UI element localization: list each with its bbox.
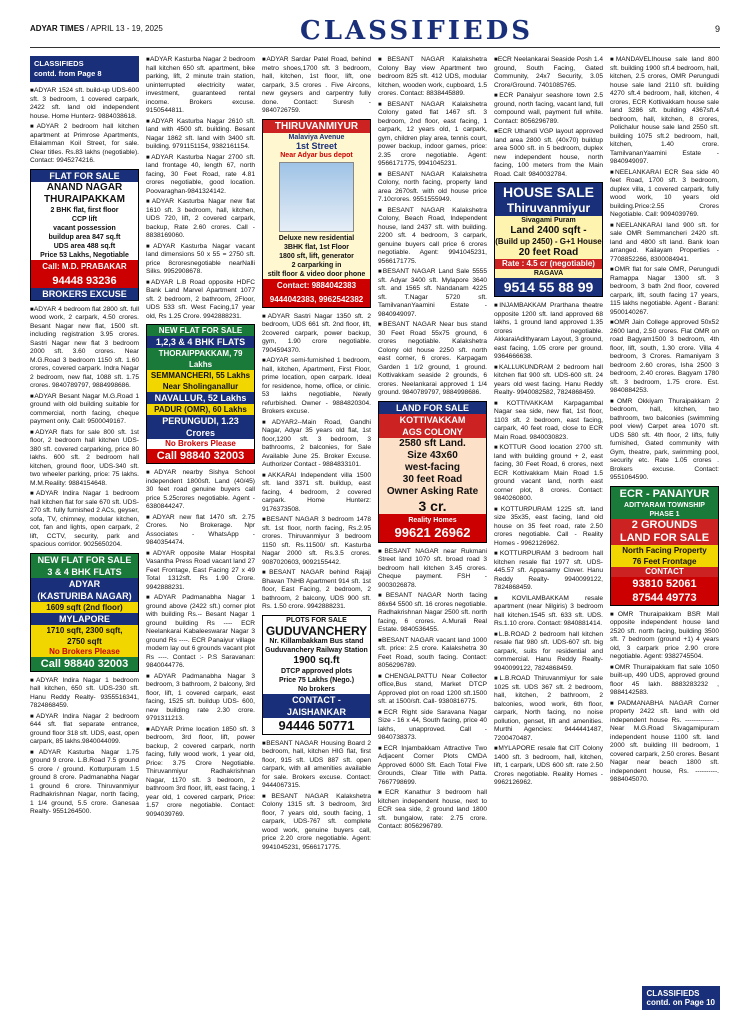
ad-anand-nagar — [30, 169, 139, 301]
listing: ■ NEELANKARAI land 900 sft. for sale OMR Semmancheri 2420 sft. land and 4800 sft land. Bank loan arranged. Kailayam Properties - 7708852266, 8300084941. — [610, 222, 719, 265]
ad-title: MYLAPORE — [31, 613, 138, 625]
ad-heading: NEW FLAT FOR SALE — [147, 325, 254, 336]
listing: ■ KOTTUR Good location 2700 sft. land with building ground + 2, east facing, 30 Feet Road, 6 crores, next ECR Kottivakkam Main Road 1.5 ground vacant land, north east corner plot, 8 crores. Contact: 9840260800. — [494, 444, 603, 504]
ad-line: 1st Street — [295, 140, 338, 151]
ad-line: Price 75 Lakhs (Nego.) — [278, 676, 355, 684]
ad-line: North Facing Property — [611, 545, 718, 556]
column-3 — [262, 56, 371, 854]
listing: ■ BESANT NAGAR North facing 86x64 5500 sft. 16 crores negotiable. Radhakrishnan Nagar 2500 sft. north facing, 6 crores. A.Murali Real Estate. 9840536455. — [378, 592, 487, 635]
ad-title: ADYAR — [31, 578, 138, 590]
listing: ■ ADYAR Besant Nagar M.G.Road 1 ground with old building suitable for commercial, north facing, cheque payment only. Call: 9500049167. — [30, 393, 139, 427]
listing: ■ KOTTURPURAM 1225 sft. land size 35x35, east facing, land old house on 35 feet road, rate 2.50 crores negotiable. Call - Reality Homes - 9962126962. — [494, 506, 603, 549]
listing: ■ ECR Uthandi VGP layout approved land area 2800 sft. (40x70) buildup area 5000 sft. in 5 bedroom, duplex new independent house, north facing, 100 meters from the Main Road. Call: 9840032784. — [494, 128, 603, 179]
ad-title: THIRUVANMIYUR — [263, 120, 370, 133]
listing: ■ BESANT NAGAR behind Rajaji Bhavan TNHB Apartment 914 sft. 1st floor, East Facing, 2 bedroom, 2 bathroom, 2 balcony, UDS 900 sft. Rs. 1.50 crore. 9942888231. — [262, 569, 371, 612]
listing: ■ OMR Okkiyam Thuraipakkam 2 bedroom, hall, kitchen, two bathroom, two balconies (swimming pool view) Carpet area 1070 sft. UDS 580 sft. 4th floor, 2 lifts, fully furnished, Gated community with Gym, theatre, park, swimming pool, security etc. Rate 1.05 crores . Brokers excuse. Contact: 9551064590. — [610, 398, 719, 483]
listing: ■ ECR Neelankarai Seaside Posh 1.4 ground, South Facing, Gated Community, 24x7 Security, 3.05 Crore/Ground. 7401085765. — [494, 56, 603, 90]
ad-line: No brokers — [298, 685, 335, 693]
ad-line: Sivagami Puram — [521, 217, 576, 224]
listing: ■ ECR Kanathur 3 bedroom hall kitchen independent house, next to ECR sea side, 2 ground land 1800 sft. bungalow, rate: 2.75 crore. Contact: 8056296789. — [378, 789, 487, 832]
listing: ■ KOVILAMBAKKAM resale apartment (near Nilgiris) 3 bedroom hall kitchen.1545 sft. 633 sft. UDS. Rs.1.10 crore. Contact: 9840881414. — [494, 595, 603, 629]
ad-title: Thiruvanmiyur — [495, 201, 602, 216]
ad-heading: 1,2,3 & 4 BHK FLATS — [147, 336, 254, 348]
ad-title: LAND FOR SALE — [611, 532, 718, 545]
listing: ■ BESANT NAGAR Kalakshetra Colony gated flat 1467 sft. 3 bedroom, 2nd floor, east facing, 1 carpark, 12 years old, 1 carpark, gym, children play area, tennis court, power backup, indoor games, price: 2.35 crore negotiable. Agent: 9566171775, 9941045231. — [378, 101, 487, 169]
ad-phone: 9444042383, 9962542382 — [263, 293, 370, 307]
ad-line: Owner Asking Rate — [386, 485, 479, 497]
listing: ■ ADYAR Kasturba Nagar new flat 1610 sft. 3 bedroom, hall, kitchen, UDS 720, lift, 2 covered carpark, backup, Rate 2.60 crores. Call - 8838169060. — [146, 198, 255, 241]
ad-phone: 94448 93236 — [31, 274, 138, 288]
ad-line: west-facing — [404, 461, 460, 473]
ad-heading: PLOTS FOR SALE — [286, 616, 347, 624]
listing: ■ ADYAR opposite Malar Hospital Vasantha Press Road vacant land 27 Feet Frontage, East Facing 27 x 49 Total 1312sft. Rs 1.90 Crore. 9942888231. — [146, 550, 255, 593]
page-header — [30, 14, 720, 48]
listing-group — [146, 56, 255, 321]
ad-line: Nr. Killambakkam Bus stand — [269, 637, 364, 645]
listing: ■ KALLUKUNDRAM 2 bedroom hall kitchen flat 900 sft. UDS-600 sft. 24 years old west facing. Hanu Reddy Realty- 9940082582, 7824868459. — [494, 364, 603, 398]
ad-contact-block — [379, 514, 486, 542]
tag-subtitle: contd. on Page 10 — [646, 998, 715, 1007]
continued-on-tag[interactable] — [642, 986, 720, 1010]
ad-line: 2580 sft Land. — [399, 437, 466, 449]
ad-line: Near Sholinganallur — [147, 381, 254, 392]
listing-group — [262, 56, 371, 116]
ad-line: THORAIPPAKKAM, 79 Lakhs — [147, 348, 254, 370]
ad-line: 2 carparking in — [291, 261, 342, 269]
listing: ■ BESANT NAGAR Near bus stand 30 Feet Road 55x75 ground, 6 crores negotiable. Kalakshetra Colony old house 2250 sft. north east corner, 6 crores. Karpagam Garden 1 1/2 ground, 1 ground. Kottivakkam seaside 2 grounds, 6 crores. Neelankarai approved 1 1/4 ground. 9840789797, 9884998686. — [378, 321, 487, 398]
ad-line: ADITYARAM TOWNSHIP — [611, 501, 718, 510]
ad-line: PADUR (OMR), 60 Lakhs — [147, 404, 254, 415]
listing-group — [610, 611, 719, 785]
ad-ecr-panaiyur — [610, 486, 719, 606]
ad-line: buildup area 847 sq.ft — [48, 233, 121, 241]
tag-title: CLASSIFIEDS — [34, 59, 84, 68]
ad-heading: NEW FLAT FOR SALE — [31, 554, 138, 566]
ad-line: 1900 sq.ft — [293, 654, 340, 666]
listing: ■ ADYAR Kasturba Nagar 2610 sft. land with 4500 sft. building. Besant Nagar 1862 sft. land with 3400 sft. building. 9791151154, 9382161154. — [146, 118, 255, 152]
listing: ■ BESANT NAGAR near Rukmani Street land 1070 sft. broad road 3 bedroom hall kitchen 3.45 crores. Cheque payment. FSH - 9003026878. — [378, 548, 487, 591]
listing: ■ KOTTURPURAM 3 bedroom hall kitchen resale flat 1977 sft. UDS-445.57 sft. Appasamy Clover. Hanu Reddy Realty- 9940099122, 7824868459. — [494, 550, 603, 593]
ad-title: KOTTIVAKKAM — [379, 414, 486, 426]
listing: ■ L.B.ROAD Thiruvanmiyur for sale 1025 sft. UDS 367 sft. 2 bedroom, hall, kitchen, 2 bathroom, 2 balconies, wood work, 6th floor, carpark, North facing, no noise pollution, genset, lift and amenities. Murthi Agencies: 9444441487, 7200470487. — [494, 675, 603, 743]
ad-line: Deluxe new residential — [278, 234, 355, 242]
listing: ■ ADYAR Sardar Patel Road, behind metro shoes,1700 sft. 3 bedroom, hall, kitchen, 1st floor, lift, one carpark, 3.5 crores . Five Aircons, new geysers and carpentry fully done. Contact: Suresh - 9840726759. — [262, 56, 371, 116]
listing: ■ OMR Thuraipakkam flat sale 1050 built-up, 490 UDS, approved ground floor 45 lakh. 8883283232 , 9884142583. — [610, 664, 719, 698]
listing: ■ ADYAR 1524 sft. build-up UDS-600 sft. 3 bedroom, 1 covered carpark, 2422 sft. land old independent house. Home Hunterz- 9884038618. — [30, 87, 139, 121]
ad-contact-label: Reality Homes — [408, 516, 457, 524]
listing: ■ ADYAR Indira Nagar 2 bedroom 644 sft. flat separate entrance, ground floor 318 sft. UDS, east, open carpark, 85 lakhs.9840044099. — [30, 713, 139, 747]
ad-line: 20 feet Road — [518, 247, 579, 258]
ad-house-sale — [494, 182, 603, 297]
ad-line: SEMMANCHERI, 55 Lakhs — [147, 370, 254, 381]
ad-title: GUDUVANCHERY — [265, 623, 368, 638]
listing-group — [30, 677, 139, 817]
ad-line: 3BHK flat, 1st Floor — [284, 243, 349, 251]
ad-line: Land 2400 sqft - — [510, 225, 587, 236]
listing-group — [378, 56, 487, 398]
listing: ■ AKKARAI Independent villa 1500 sft. land 3371 sft. buildup, east facing, 4 bedroom, 2 covered carpark. Home Hunterz: 9176373508. — [262, 472, 371, 515]
ad-heading: FLAT FOR SALE — [31, 170, 138, 182]
listing: ■ KOTTIVAKKAM Karpagambal Nagar sea side, new flat, 1st floor, 1103 sft. 2 bedroom, east facing, carpark, 40 feet road, close to ECR Main Road. 9840030823. — [494, 400, 603, 443]
listing: ■ ADYAR Kasturba Nagar vacant land dimensions 50 x 55 = 2750 sft. price 8croresnegotiable nearNalli Silks. 9952908678. — [146, 243, 255, 277]
masthead — [30, 24, 163, 33]
ad-line: DTCP approved plots — [280, 667, 353, 675]
ad-phone: Call 98840 32003 — [147, 449, 254, 463]
ad-line: 3 cr. — [418, 497, 447, 514]
listing: ■ ADYAR Indira Nagar 1 bedroom hall kitchen flat for sale 670 sft. UDS-270 sft. fully furnished 2 ACs, geyser, sofa, TV, chimney, modular kitchen, cot, fan and lights, open carpark, 2 lift, CCTV, security, park and spacious corridor. 9025650204. — [30, 490, 139, 550]
issue-date: / APRIL 13 - 19, 2025 — [84, 24, 163, 33]
listing: ■ BESANT NAGAR Land Sale 5555 sft. Adyar 3400 sft. Mylapore 3640 sft. and 1565 sft. Nandanam 4225 sft. T.Nagar 5720 sft. TamilvananYaamini Estate - 9840949097. — [378, 268, 487, 319]
listing: ■ ADYAR new flat 1470 sft. 2.75 Crores. No Brokerage. Npr Associates - WhatsApp - 9840354474. — [146, 514, 255, 548]
column-5 — [494, 56, 603, 790]
column-4 — [378, 56, 487, 834]
ad-title: HOUSE SALE — [495, 183, 602, 201]
listing-group — [146, 469, 255, 819]
listing: ■ BESANT NAGAR vacant land 1000 sft. price: 2.5 crore. Kalakshetra 30 Feet Road, south facing. Contact: 8056296789. — [378, 637, 487, 671]
ad-line: 30 feet Road — [402, 473, 463, 485]
column-1 — [30, 56, 139, 819]
ad-kottivakkam-land — [378, 401, 487, 543]
ad-guduvanchery-plots — [262, 615, 371, 735]
ad-title: AGS COLONY — [379, 426, 486, 438]
ad-notice: No Brokers Please — [31, 647, 138, 657]
tag-subtitle: contd. from Page 8 — [34, 69, 102, 78]
listing: ■ BESANT NAGAR Kalakshetra Colony 1315 sft. 3 bedroom, 3rd floor, 7 years old, south facing, 1 carpark, UDS-767 sft. complete wood work, genuine buyers call, price 2.20 crore negotiable. Agent: 9941045231, 9566171775. — [262, 793, 371, 853]
listing-group — [610, 56, 719, 483]
ad-heading: 3 & 4 BHK FLATS — [31, 566, 138, 578]
building-illustration — [279, 162, 354, 232]
listing: ■ L.B.ROAD 2 bedroom hall kitchen resale flat 980 sft. UDS-607 sft. big carpark, suits for residential and commercial. Hanu Reddy Realty-9940099122, 7824868459. — [494, 631, 603, 674]
listing: ■ PADMANABHA NAGAR Corner property 2422 sft. land with old independent house Rs. ------------- . Near M.G.Road Sivagamipuram independent house 1100 sft. land 2000 sft. building III bedroom, 1 covered carpark, 2.50 crores. Besant Nagar near beach 1800 sft. independent house, Rs. ----------. 9884045070. — [610, 700, 719, 785]
listing: ■ ADYAR nearby Sishya School independent 1800sft. Land (40/45) 30 feet road genuine buyers call price 5.25crores negotiable. Agent - 6380844247. — [146, 469, 255, 512]
listing: ■ ADYAR Prime location 1850 sft. 3 bedroom, 3rd floor, lift, power backup, 2 covered carpark, north facing, fully wood work, 1 year old, Price: 3.75 Crore Negotiable. Thiruvanmiyur Radhakrishnan Nagar, 1170 sft. 3 bedroom, 2 bathroom 3rd floor, lift, east facing, 1 year old, 1 covered carpark, Price: 1.57 crore negotiable. Contact: 9094039769. — [146, 726, 255, 820]
ad-title: 2 GROUNDS — [611, 519, 718, 532]
ad-line: Malaviya Avenue — [288, 133, 345, 141]
listing: ■ ADYAR 4 bedroom flat 2800 sft. full wood work, 2 carpark, 4.50 crores. Besant Nagar new flat, 1500 sft. including registration 3.95 crores. Sastri Nagar new flat 3 bedroom 2000 sft. 3.60 crores. Near M.G.Road 3 bedroom 1150 sft. 1.60 crores, covered carpark. Indra Nagar 2 bedroom, new flat, 1088 sft. 1.75 crores. 9840789797, 9884998686. — [30, 306, 139, 391]
ad-phone: 93810 52061 — [611, 577, 718, 591]
ad-heading: ECR - PANAIYUR — [611, 487, 718, 501]
ad-line: 1710 sqft, 2300 sqft, — [31, 625, 138, 636]
listing: ■ ADYAR Padmanabha Nagar 3 bedroom, 3 bathroom, 2 balcony, 3rd floor, lift, 1 covered carpark, east facing, 1525 sft. buildup UDS- 600, new building rate 2.30 crore. 9791311213. — [146, 673, 255, 724]
listing: ■ ADYAR 2 bedroom hall kitchen apartment at Primrose Apartments, Ellaiamman Koil Street, for sale. Clear titles. Rs.83 lakhs (negotiable). Contact: 9945274216. — [30, 123, 139, 166]
ad-phone: Contact: 9884042383 — [263, 279, 370, 293]
ad-title: THURAIPAKKAM — [44, 193, 125, 205]
listing: ■ ADYAR L.B Road opposite HDFC Bank Land Marvel Apartment 1077 sft. 2 bedroom, 2 bathroom, 2Floor, UDS 533 sft. West Facing,17 year old, Rs 1.25 Crore. 9942888231. — [146, 279, 255, 322]
listing: ■ OMR Jain College approved 50x52 2600 land, 2.50 crores. Flat OMR on road Bagyam1500 3 bedroom, 4th floor, lift, south, 1.30 crore. Villa 4 bedroom, 3 Crores. Ramaniyam 3 bedroom 2.60 crores, Isha 2500 3 bedroom, 2.40 crores. Bagyam 1780 sft. 3 bedroom, 1.75 crore. Est. 9840884253. — [610, 319, 719, 396]
ad-line: UDS area 488 sq.ft — [53, 242, 116, 250]
ad-line: stilt floor & video door phone — [267, 270, 366, 278]
ad-footer: BROKERS EXCUSE — [31, 288, 138, 300]
listing: ■ BESANT NAGAR Kalakshetra Colony, north facing, property land area 2670sft. with old house price 7.10crores. 9551555949. — [378, 171, 487, 205]
listing: ■ ADYAR flats for sale 800 sft. 1st floor, 2 bedroom hall kitchen UDS-380 sft. covered carparking, price 80 lakhs. 600 sft. 2 bedroom hall kitchen, ground floor, UDS-340 sft. two wheeler parking, price: 75 lakhs. M.M.Reality: 9884154648. — [30, 429, 139, 489]
ad-notice: No Brokers Please — [147, 439, 254, 449]
listing: ■ ECR Injambakkam Attractive Two Adjacent Corner Plots CMDA Approved 6000 Sft. Each Total Five Grounds, Clear Title with Patta. 7667798699. — [378, 745, 487, 788]
column-2 — [146, 56, 255, 821]
listing-group — [30, 306, 139, 550]
listing-group — [262, 740, 371, 853]
listing: ■ MANDAVELIhouse sale land 800 sft. building 1900 sft.4 bedroom, hall, kitchen, 2.5 crores, OMR Perungudi house sale land 2110 sft. building 4270 sft.4 bedroom, hall, kitchen, 4 crores, ECR Kottivakkam house sale land 3286 sft. building 4367sft.4 bedroom, hall, kitchen, 8 crores, Polichalur house sale land 2550 sft. building 1075 sft.2 bedroom, hall, kitchen, 1.40 crore. TamilvananYaamini Estate - 9840949097. — [610, 56, 719, 167]
ad-heading: LAND FOR SALE — [379, 402, 486, 414]
listing-group — [30, 87, 139, 166]
section-title: CLASSIFIEDS — [300, 16, 534, 46]
ad-line: Near Adyar bus depot — [280, 151, 353, 159]
ad-line: 76 Feet Frontage — [611, 556, 718, 567]
listing: ■ ECR Right side Saravana Nagar Size - 16 x 44, South facing, price 40 lakhs, unapproved. Call - 9840738373. — [378, 709, 487, 743]
ad-contact-label: CONTACT - JAISHANKAR — [263, 694, 370, 718]
ad-adyar-mylapore — [30, 553, 139, 672]
listing: ■ NEELANKARAI ECR Sea side 40 feet Road, 1700 sft. 3 bedroom, duplex villa, 1 covered carpark, fully wood work, 10 years old building.Price:2.55 Crores Negotiable. Call: 9094039769. — [610, 169, 719, 220]
listing: ■ ADYAR Kasturba Nagar 1.75 ground 9 crore. L.B.Road 7.5 ground 5 crore / ground. Kotturpuram 1.5 ground 8 crore. Padmanabha Nagar 1 ground 6 crore. Thiruvanmiyur Radhakrishnan Nagar, north facing, 1 1/4 ground, 5.5 crore. Ganesaa Realty- 9551264500. — [30, 749, 139, 817]
listing: ■ ADYAR2--Main Road, Gandhi Nagar, Adyar 35 years old flat, 1st floor,1200 sft. 3 bedroom, 3 bathrooms, 2 balconies, for Sale Available June 25. Broker Excuse. Authorizer Contact - 9884833101. — [262, 419, 371, 470]
ad-line: 1800 sft, lift, generator — [279, 252, 354, 260]
page-number: 9 — [714, 24, 720, 34]
ad-line: 1609 sqft (2nd floor) — [31, 602, 138, 613]
ad-line: vacant possession — [53, 224, 116, 232]
listing: ■ CHENGALPATTU Near Collector office,Bus stand, Market DTCP Approved plot on road 1200 sft.1500 sft. at 1500/sft. Call- 9380816775. — [378, 673, 487, 707]
column-6 — [610, 56, 719, 787]
listing: ■ ADYAR Padmanabha Nagar 1 ground above (2422 sft.) corner plot with building Rs.-- Besant Nagar 1 ground building Rs ---- ECR Neelankarai Kabaleeswarar Nagar 3 ground Rs ----. ECR Panaiyur village modern lay out 6 grounds vacant plot Rs ----. Contact :- P.S Saravanan: 9840044776. — [146, 594, 255, 671]
ad-title: ANAND NAGAR — [46, 181, 123, 193]
listing: ■ BESANT NAGAR Kalakshetra Colony Bay view Apartment two bedroom 825 sft. 412 UDS, modular kitchen, wooden work, cupboard, 1.5 crores. Contact: 8838445889. — [378, 56, 487, 99]
ad-line: 2 BHK flat, first floor — [50, 206, 119, 214]
listing: ■ ADYAR semi-furnished 1 bedroom, hall, kitchen, Apartment, First Floor, prime location, open carpark. Ideal for residence, home, office, or clinic. 53 lakhs negotiable, Newly refurbished. Owner - 9884820304. Brokers excuse. — [262, 357, 371, 417]
listing: ■ BESANT NAGAR Housing Board 2 bedroom, hall, kitchen HIG flat, first floor, 915 sft. UDS 887 sft. open carpark, with all amenities available for sale. Brokers excuse. Contact: 9444067315. — [262, 740, 371, 791]
listing: ■ OMR flat for sale OMR, Perungudi Ramappa Nagar 1300 sft. 3 bedroom, 3 bath 2nd floor, covered carpark, lift, south facing 17 years, 115 lakhs negotiable. Agent - Barani: 9500140267. — [610, 266, 719, 317]
listing: ■ ADYAR Sastri Nagar 1350 sft. 2 bedroom, UDS 661 sft. 2nd floor, lift, 2covered carpark, power backup, gym, 1.90 crore negotiable. 7904594370. — [262, 313, 371, 356]
ad-phone-label: Call: M.D. PRABAKAR — [31, 260, 138, 274]
ad-thiruvanmiyur-flat — [262, 119, 371, 308]
listing: ■ ADYAR Kasturba Nagar 2 bedroom hall kitchen 650 sft. apartment, bike parking, lift, 2 minute train station, uninterrupted electricity water, investment, guaranteed rental income. Brokers excuse. 9150544811. — [146, 56, 255, 116]
ad-line: Rate : 4.5 cr (negotiable) — [495, 259, 602, 269]
listing: ■ BESANT NAGAR 3 bedroom 1478 sft. 1st floor, north facing, Rs.2.95 crores. Thiruvanmiyur 3 bedroom 1150 sft. Rs.11500/ sft. Kasturba Nagar 2000 sft. Rs.3.5 crores. 9087020603, 9092155442. — [262, 516, 371, 567]
tag-title: CLASSIFIEDS — [646, 989, 700, 998]
ad-phone: 99621 26962 — [394, 524, 471, 540]
ad-phone: Call 98840 32003 — [31, 657, 138, 671]
ad-line: Price 53 Lakhs, Negotiable — [40, 251, 129, 259]
ad-contact-label: RAGAVA — [533, 270, 564, 277]
ad-line: PHASE 1 — [611, 510, 718, 519]
listing-group — [378, 548, 487, 832]
ad-line: Size 43x60 — [407, 449, 458, 461]
listing-group — [262, 313, 371, 612]
listing: ■ BESANT NAGAR Kalakshetra Colony, Beach Road, Independent house, land 2437 sft. with building. 2200 sft. 4 bedroom, 3 carpark, genuine buyers call price 6 crores negotiable. Agent: 9941045231, 9566171775. — [378, 207, 487, 267]
listing: ■ ADYAR Indira Nagar 1 bedroom hall kitchen, 650 sft. UDS-230 sft. Hanu Reddy Realty- 9355516341, 7824868459. — [30, 677, 139, 711]
ad-line: PERUNGUDI, 1.23 Crores — [147, 415, 254, 439]
listing: ■ OMR Thuraipakkam BSR Mall opposite independent house land 2520 sft. north facing, building 3500 sft. 7 bedroom (ground +1) 4 years old, 3 carpark price 2.90 crore negotiable. Agent: 9382745504. — [610, 611, 719, 662]
brand: ADYAR TIMES — [30, 24, 85, 33]
ad-new-flats-omr — [146, 324, 255, 464]
continued-from-tag[interactable] — [30, 56, 139, 82]
ad-line: NAVALLUR, 52 Lakhs — [147, 392, 254, 404]
ad-line: CCP lift — [71, 215, 98, 223]
listing: ■ MYLAPORE resale flat CIT Colony 1400 sft. 3 bedroom, hall, kitchen, lift, 1 carpark, UDS 600 sft. rate 2.50 Crores negotiable. Reality Homes - 9962126962. — [494, 745, 603, 788]
ad-line: (Build up 2450) - G+1 House — [495, 237, 602, 246]
ad-contact-label: CONTACT — [611, 567, 718, 577]
ad-line: 2750 sqft — [31, 636, 138, 647]
ad-phone: 94446 50771 — [278, 717, 355, 733]
listing: ■ ADYAR Kasturba Nagar 2700 sft. land frontage 40, length 67, north facing, 30 Feet Road, rate 4.81 crores negotiable, good location. Poovaraghan-9841324142. — [146, 154, 255, 197]
listing-group — [494, 56, 603, 179]
listing: ■ ECR Panaiyur seashore town 2.5 ground, north facing, vacant land, full compound wall, payment full white. Contact: 8056296789. — [494, 92, 603, 126]
ad-phone: 9514 55 88 99 — [495, 278, 602, 296]
ad-line: Guduvanchery Railway Station — [265, 646, 368, 654]
ad-title: (KASTURIBA NAGAR) — [31, 590, 138, 602]
listing: ■ INJAMBAKKAM Prarthana theatre opposite 1200 sft. land approved 68 lakhs, 1 ground land approved 1.35 crores negotiable. AkkaraiAdithyaram Layout, 3 ground, east facing, 1.05 crore per ground. 9364666638. — [494, 302, 603, 362]
listing-group — [494, 302, 603, 788]
ad-phone: 87544 49773 — [611, 591, 718, 605]
